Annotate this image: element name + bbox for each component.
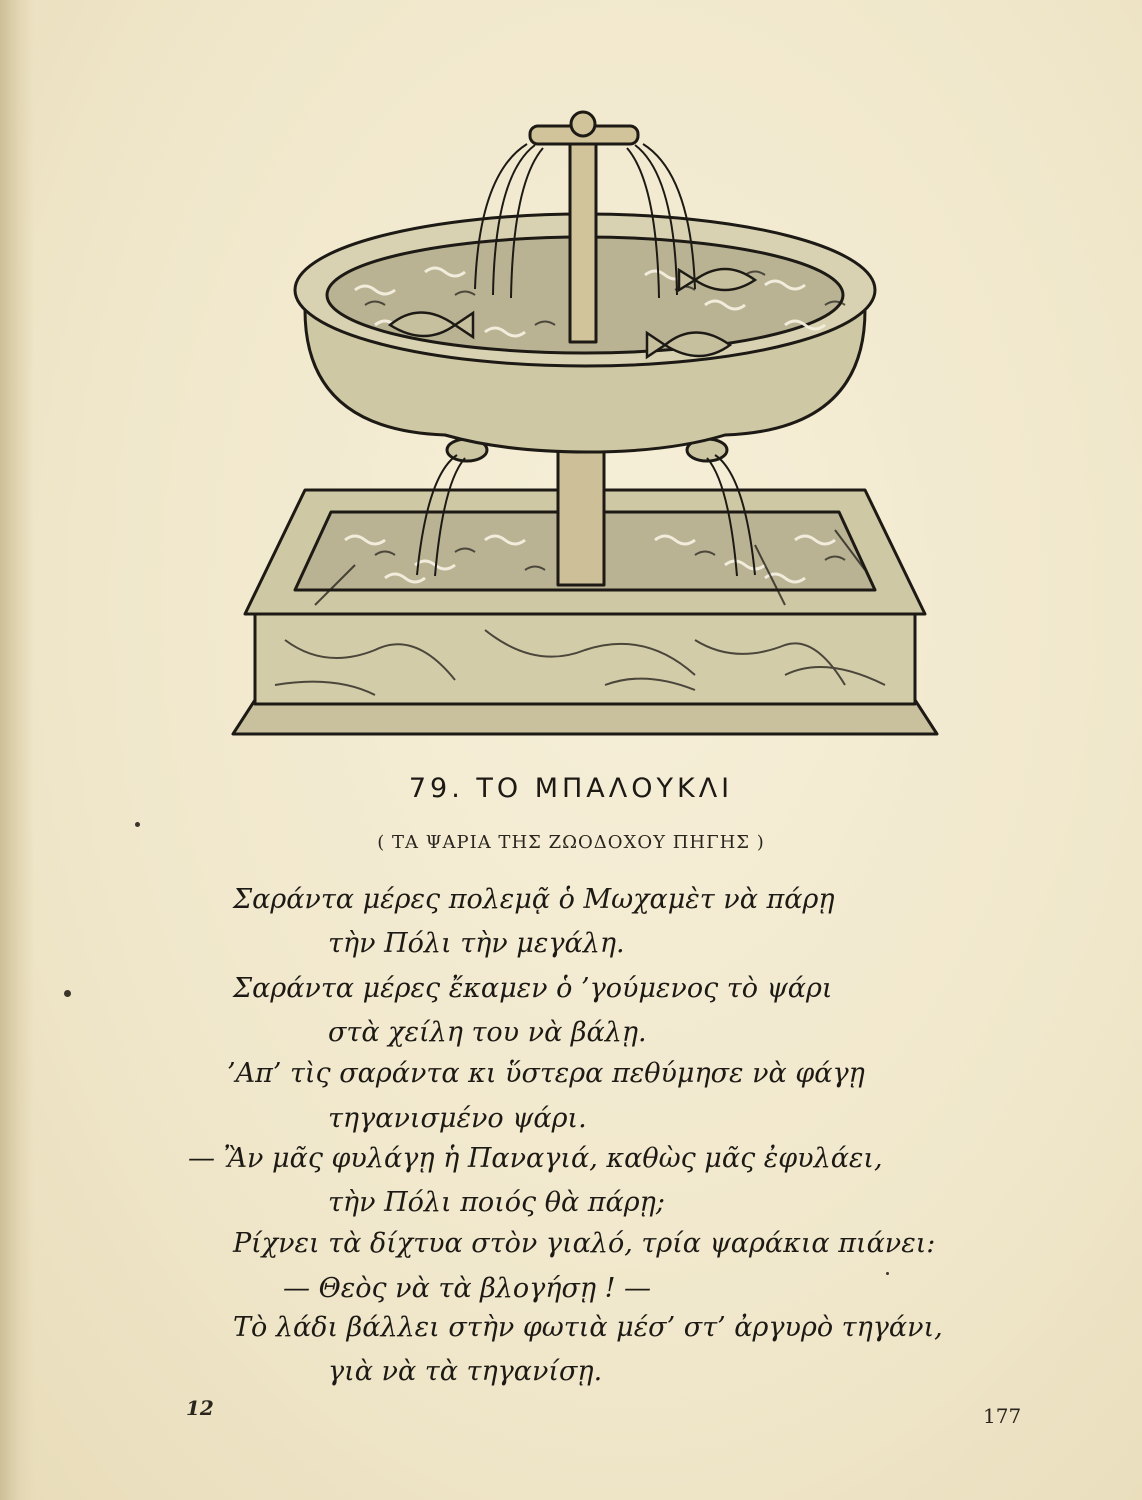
spout-knob (571, 112, 595, 136)
poem-line: Τὸ λάδι βάλλει στὴν φωτιὰ μέσ’ στ’ ἀργυρὸ τηγάνι, (233, 1312, 943, 1343)
basin-front-face (255, 612, 915, 704)
fountain-pipe (570, 130, 596, 342)
poem-line: Ρίχνει τὰ δίχτυα στὸν γιαλό, τρία ψαράκια πιάνει: (233, 1228, 936, 1259)
poem-line: στὰ χείλη του νὰ βάλῃ. (328, 1017, 647, 1048)
poem-line: γιὰ νὰ τὰ τηγανίσῃ. (328, 1356, 603, 1387)
ink-speck (135, 822, 140, 827)
page-number: 177 (983, 1404, 1022, 1428)
ink-speck (886, 1272, 889, 1275)
book-gutter-shadow (0, 0, 34, 1500)
signature-mark: 12 (186, 1396, 214, 1420)
poem-line: Σαράντα μέρες πολεμᾷ ὁ Μωχαμὲτ νὰ πάρῃ (233, 884, 835, 915)
poem-line: — Ἂν μᾶς φυλάγῃ ἡ Παναγιά, καθὼς μᾶς ἐφυλάει, (188, 1143, 883, 1174)
poem-line: ’Απ’ τὶς σαράντα κι ὕστερα πεθύμησε νὰ φάγῃ (227, 1058, 865, 1089)
poem-line: τὴν Πόλι ποιός θὰ πάρῃ; (328, 1187, 665, 1218)
poem-subtitle: ( ΤΑ ΨΑΡΙΑ ΤΗΣ ΖΩΟΔΟΧΟΥ ΠΗΓΗΣ ) (377, 832, 765, 853)
poem-line: τὴν Πόλι τὴν μεγάλη. (328, 928, 625, 959)
poem-line: Σαράντα μέρες ἔκαμεν ὁ ’γούμενος τὸ ψάρι (233, 973, 833, 1004)
fountain-stem (558, 445, 604, 585)
poem-title: 79. ΤΟ ΜΠΑΛΟΥΚΛΙ (408, 773, 734, 804)
poem-line: τηγανισμένο ψάρι. (328, 1103, 587, 1134)
fountain-illustration (225, 100, 945, 750)
ink-speck (64, 990, 71, 997)
poem-line: — Θεὸς νὰ τὰ βλογήσῃ ! — (283, 1273, 652, 1304)
